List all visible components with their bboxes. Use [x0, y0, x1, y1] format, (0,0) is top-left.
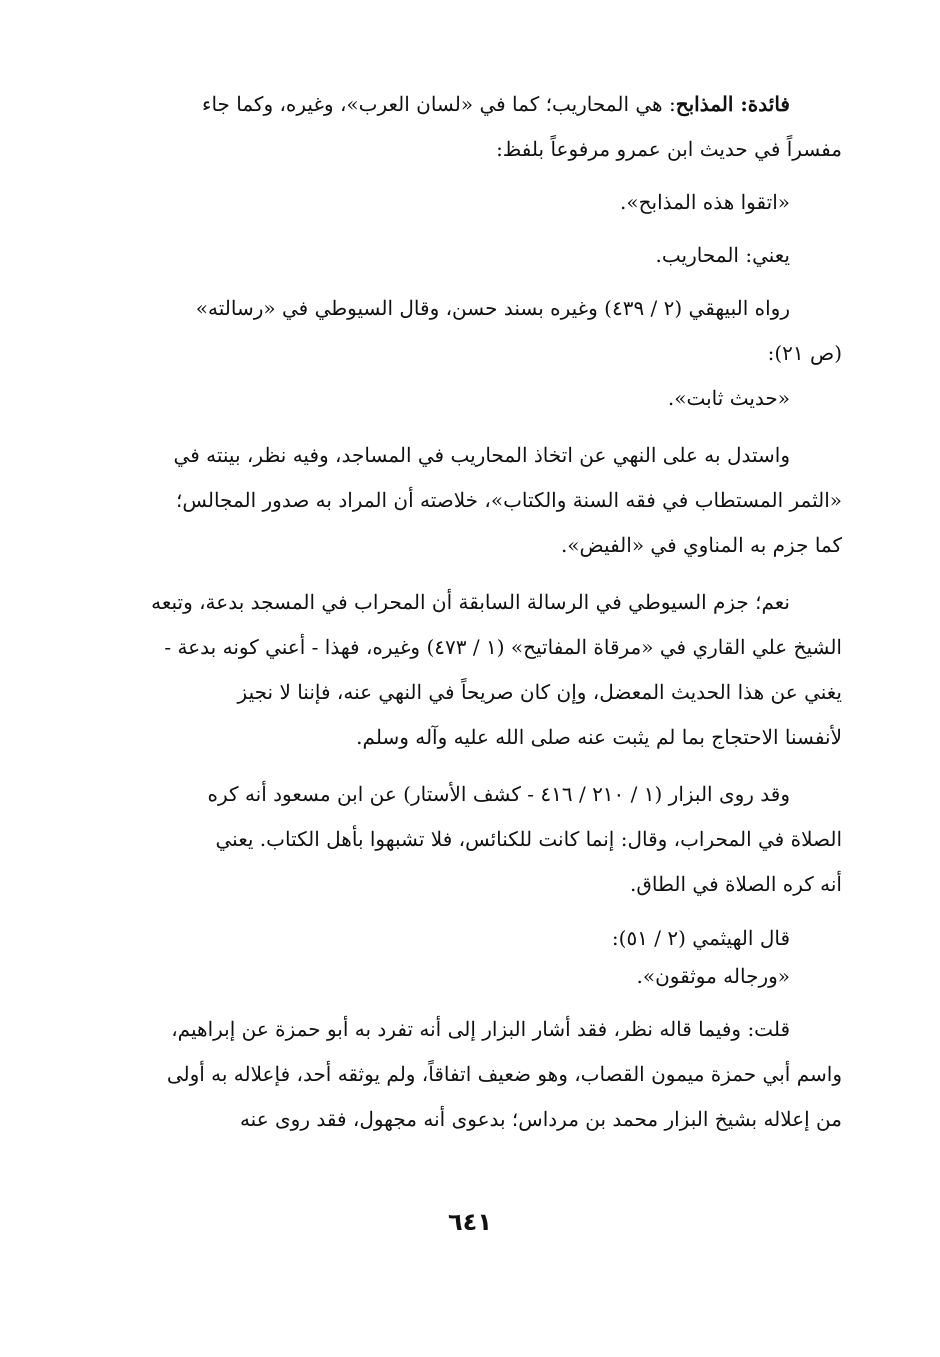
text-line: وقد روى البزار (١ / ٢١٠ / ٤١٦ - كشف الأستار) عن ابن مسعود أنه كره — [207, 782, 790, 806]
page-number: ٦٤١ — [448, 1208, 492, 1236]
text-line — [112, 82, 842, 127]
hadith-quote: «اتقوا هذه المذابح». — [620, 190, 790, 214]
text-line: واسم أبي حمزة ميمون القصاب، وهو ضعيف اتفاقاً، ولم يوثقه أحد، فإعلاله به أولى — [166, 1062, 842, 1086]
paragraph-istidlal — [112, 433, 842, 568]
paragraph-bidah — [112, 580, 842, 760]
text-line: قال الهيثمي (٢ / ٥١): — [611, 926, 790, 950]
text-line: لأنفسنا الاحتجاج بما لم يثبت عنه صلى الله عليه وآله وسلم. — [356, 725, 842, 749]
note-label: فائدة: المذابح — [675, 92, 790, 116]
text-line: يغني عن هذا الحديث المعضل، وإن كان صريحاً في النهي عنه، فإننا لا نجيز — [237, 680, 842, 704]
text-line: نعم؛ جزم السيوطي في الرسالة السابقة أن المحراب في المسجد بدعة، وتبعه — [151, 590, 790, 614]
text-line: كما جزم به المناوي في «الفيض». — [560, 533, 842, 557]
text-line: الصلاة في المحراب، وقال: إنما كانت للكنائس، فلا تشبهوا بأهل الكتاب. يعني — [215, 827, 842, 851]
text-line: قلت: وفيما قاله نظر، فقد أشار البزار إلى أنه تفرد به أبو حمزة عن إبراهيم، — [171, 1017, 790, 1041]
document-body — [112, 82, 842, 1142]
text-line: من إعلاله بشيخ البزار محمد بن مرداس؛ بدعوى أنه مجهول، فقد روى عنه — [239, 1107, 842, 1131]
note-text: : هي المحاريب؛ كما في «لسان العرب»، وغيره، وكما جاء — [202, 92, 676, 116]
text-line: أنه كره الصلاة في الطاق. — [630, 872, 842, 896]
grading-quote: «حديث ثابت». — [667, 386, 790, 410]
text-line: «الثمر المستطاب في فقه السنة والكتاب»، خلاصته أن المراد به صدور المجالس؛ — [176, 488, 842, 512]
text-line: واستدل به على النهي عن اتخاذ المحاريب في المساجد، وفيه نظر، بينته في — [173, 443, 790, 467]
paragraph-qultu — [112, 1007, 842, 1142]
text-line: رواه البيهقي (٢ / ٤٣٩) وغيره بسند حسن، وقال السيوطي في «رسالته» — [195, 296, 790, 320]
text-line: (ص ٢١): — [767, 341, 842, 365]
paragraph-bazzar — [112, 772, 842, 907]
meaning-line: يعني: المحاريب. — [655, 243, 790, 267]
paragraph-haythami — [112, 919, 842, 995]
paragraph-fawaid — [112, 82, 842, 172]
paragraph-bayhaqi — [112, 286, 842, 376]
text-line: «ورجاله موثقون». — [636, 964, 790, 988]
text-line: الشيخ علي القاري في «مرقاة المفاتيح» (١ / ٤٧٣) وغيره، فهذا - أعني كونه بدعة - — [164, 635, 842, 659]
text-line: مفسراً في حديث ابن عمرو مرفوعاً بلفظ: — [496, 137, 842, 161]
